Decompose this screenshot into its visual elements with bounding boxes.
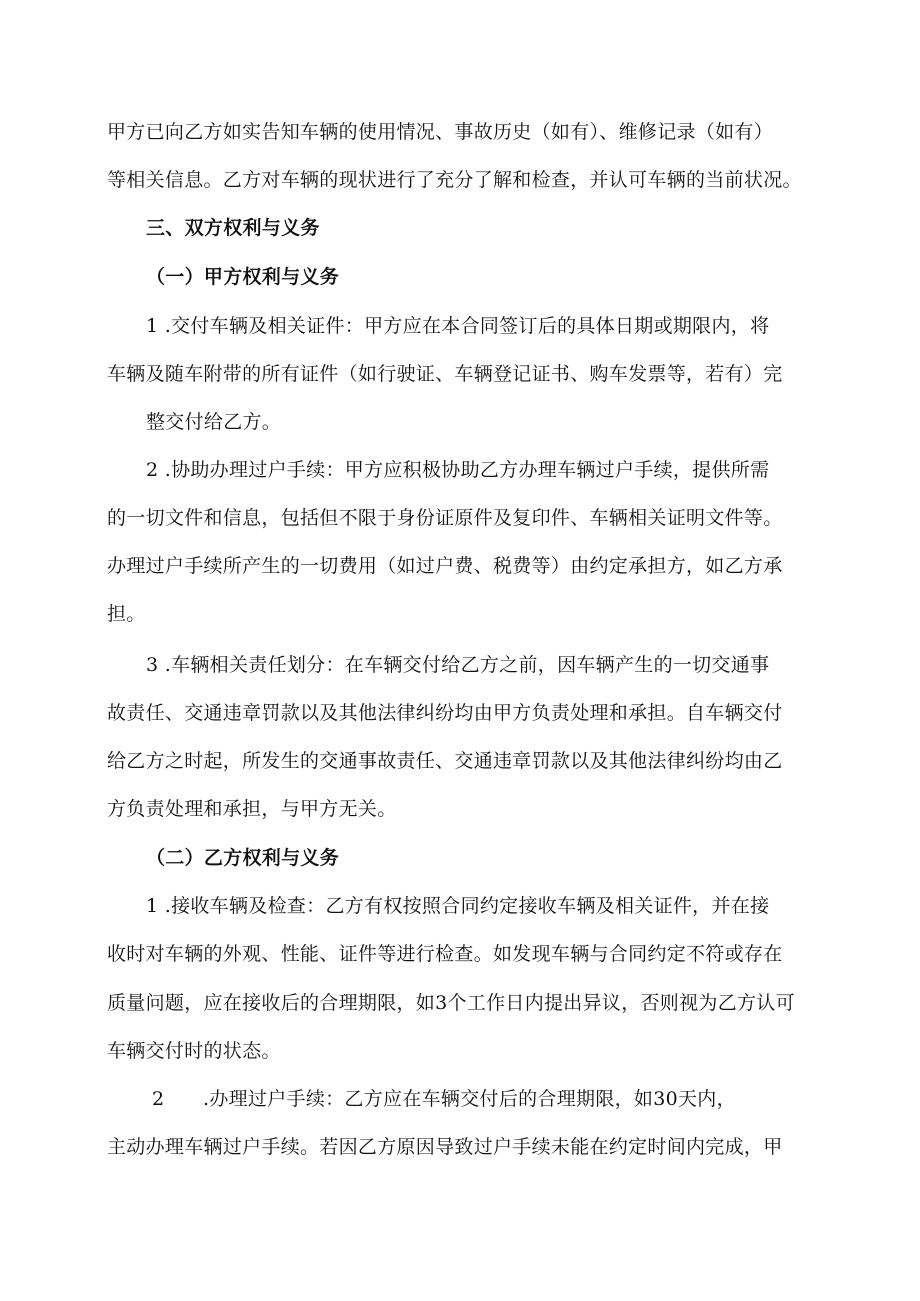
text-line: 1 .接收车辆及检查：乙方有权按照合同约定接收车辆及相关证件，并在接 (146, 895, 770, 917)
text-line: 3 .车辆相关责任划分：在车辆交付给乙方之前，因车辆产生的一切交通事 (146, 654, 770, 676)
text-line: 收时对车辆的外观、性能、证件等进行检查。如发现车辆与合同约定不符或存在 (107, 943, 783, 965)
text-line: 1 .交付车辆及相关证件：甲方应在本合同签订后的具体日期或期限内，将 (146, 315, 770, 337)
text-line: 车辆及随车附带的所有证件（如行驶证、车辆登记证书、购车发票等，若有）完 (107, 363, 783, 385)
text-line: 车辆交付时的状态。 (107, 1040, 281, 1062)
text-line: 故责任、交通违章罚款以及其他法律纠纷均由甲方负责处理和承担。自车辆交付 (107, 702, 783, 724)
text-line: 等相关信息。乙方对车辆的现状进行了充分了解和检查，并认可车辆的当前状况。 (107, 169, 802, 191)
text-line: 质量问题，应在接收后的合理期限，如3个工作日内提出异议，否则视为乙方认可 (107, 992, 795, 1014)
text-line: 给乙方之时起，所发生的交通事故责任、交通违章罚款以及其他法律纠纷均由乙 (107, 750, 783, 772)
text-line: 主动办理车辆过户手续。若因乙方原因导致过户手续未能在约定时间内完成，甲 (107, 1136, 783, 1158)
text-line: 整交付给乙方。 (146, 411, 282, 433)
text-line: 担。 (107, 603, 146, 625)
text-line: 方负责处理和承担，与甲方无关。 (107, 798, 397, 820)
subsection-heading: （二）乙方权利与义务 (146, 847, 340, 869)
section-heading: 三、双方权利与义务 (146, 217, 320, 239)
text-line: 办理过户手续所产生的一切费用（如过户费、税费等）由约定承担方，如乙方承 (107, 555, 783, 577)
text-line: 甲方已向乙方如实告知车辆的使用情况、事故历史（如有）、维修记录（如有） (107, 121, 774, 143)
text-line: 2 .协助办理过户手续：甲方应积极协助乙方办理车辆过户手续，提供所需 (146, 459, 770, 481)
subsection-heading: （一）甲方权利与义务 (146, 266, 340, 288)
text-line: 2 .办理过户手续：乙方应在车辆交付后的合理期限，如30天内， (152, 1088, 736, 1110)
text-line: 的一切文件和信息，包括但不限于身份证原件及复印件、车辆相关证明文件等。 (107, 507, 783, 529)
